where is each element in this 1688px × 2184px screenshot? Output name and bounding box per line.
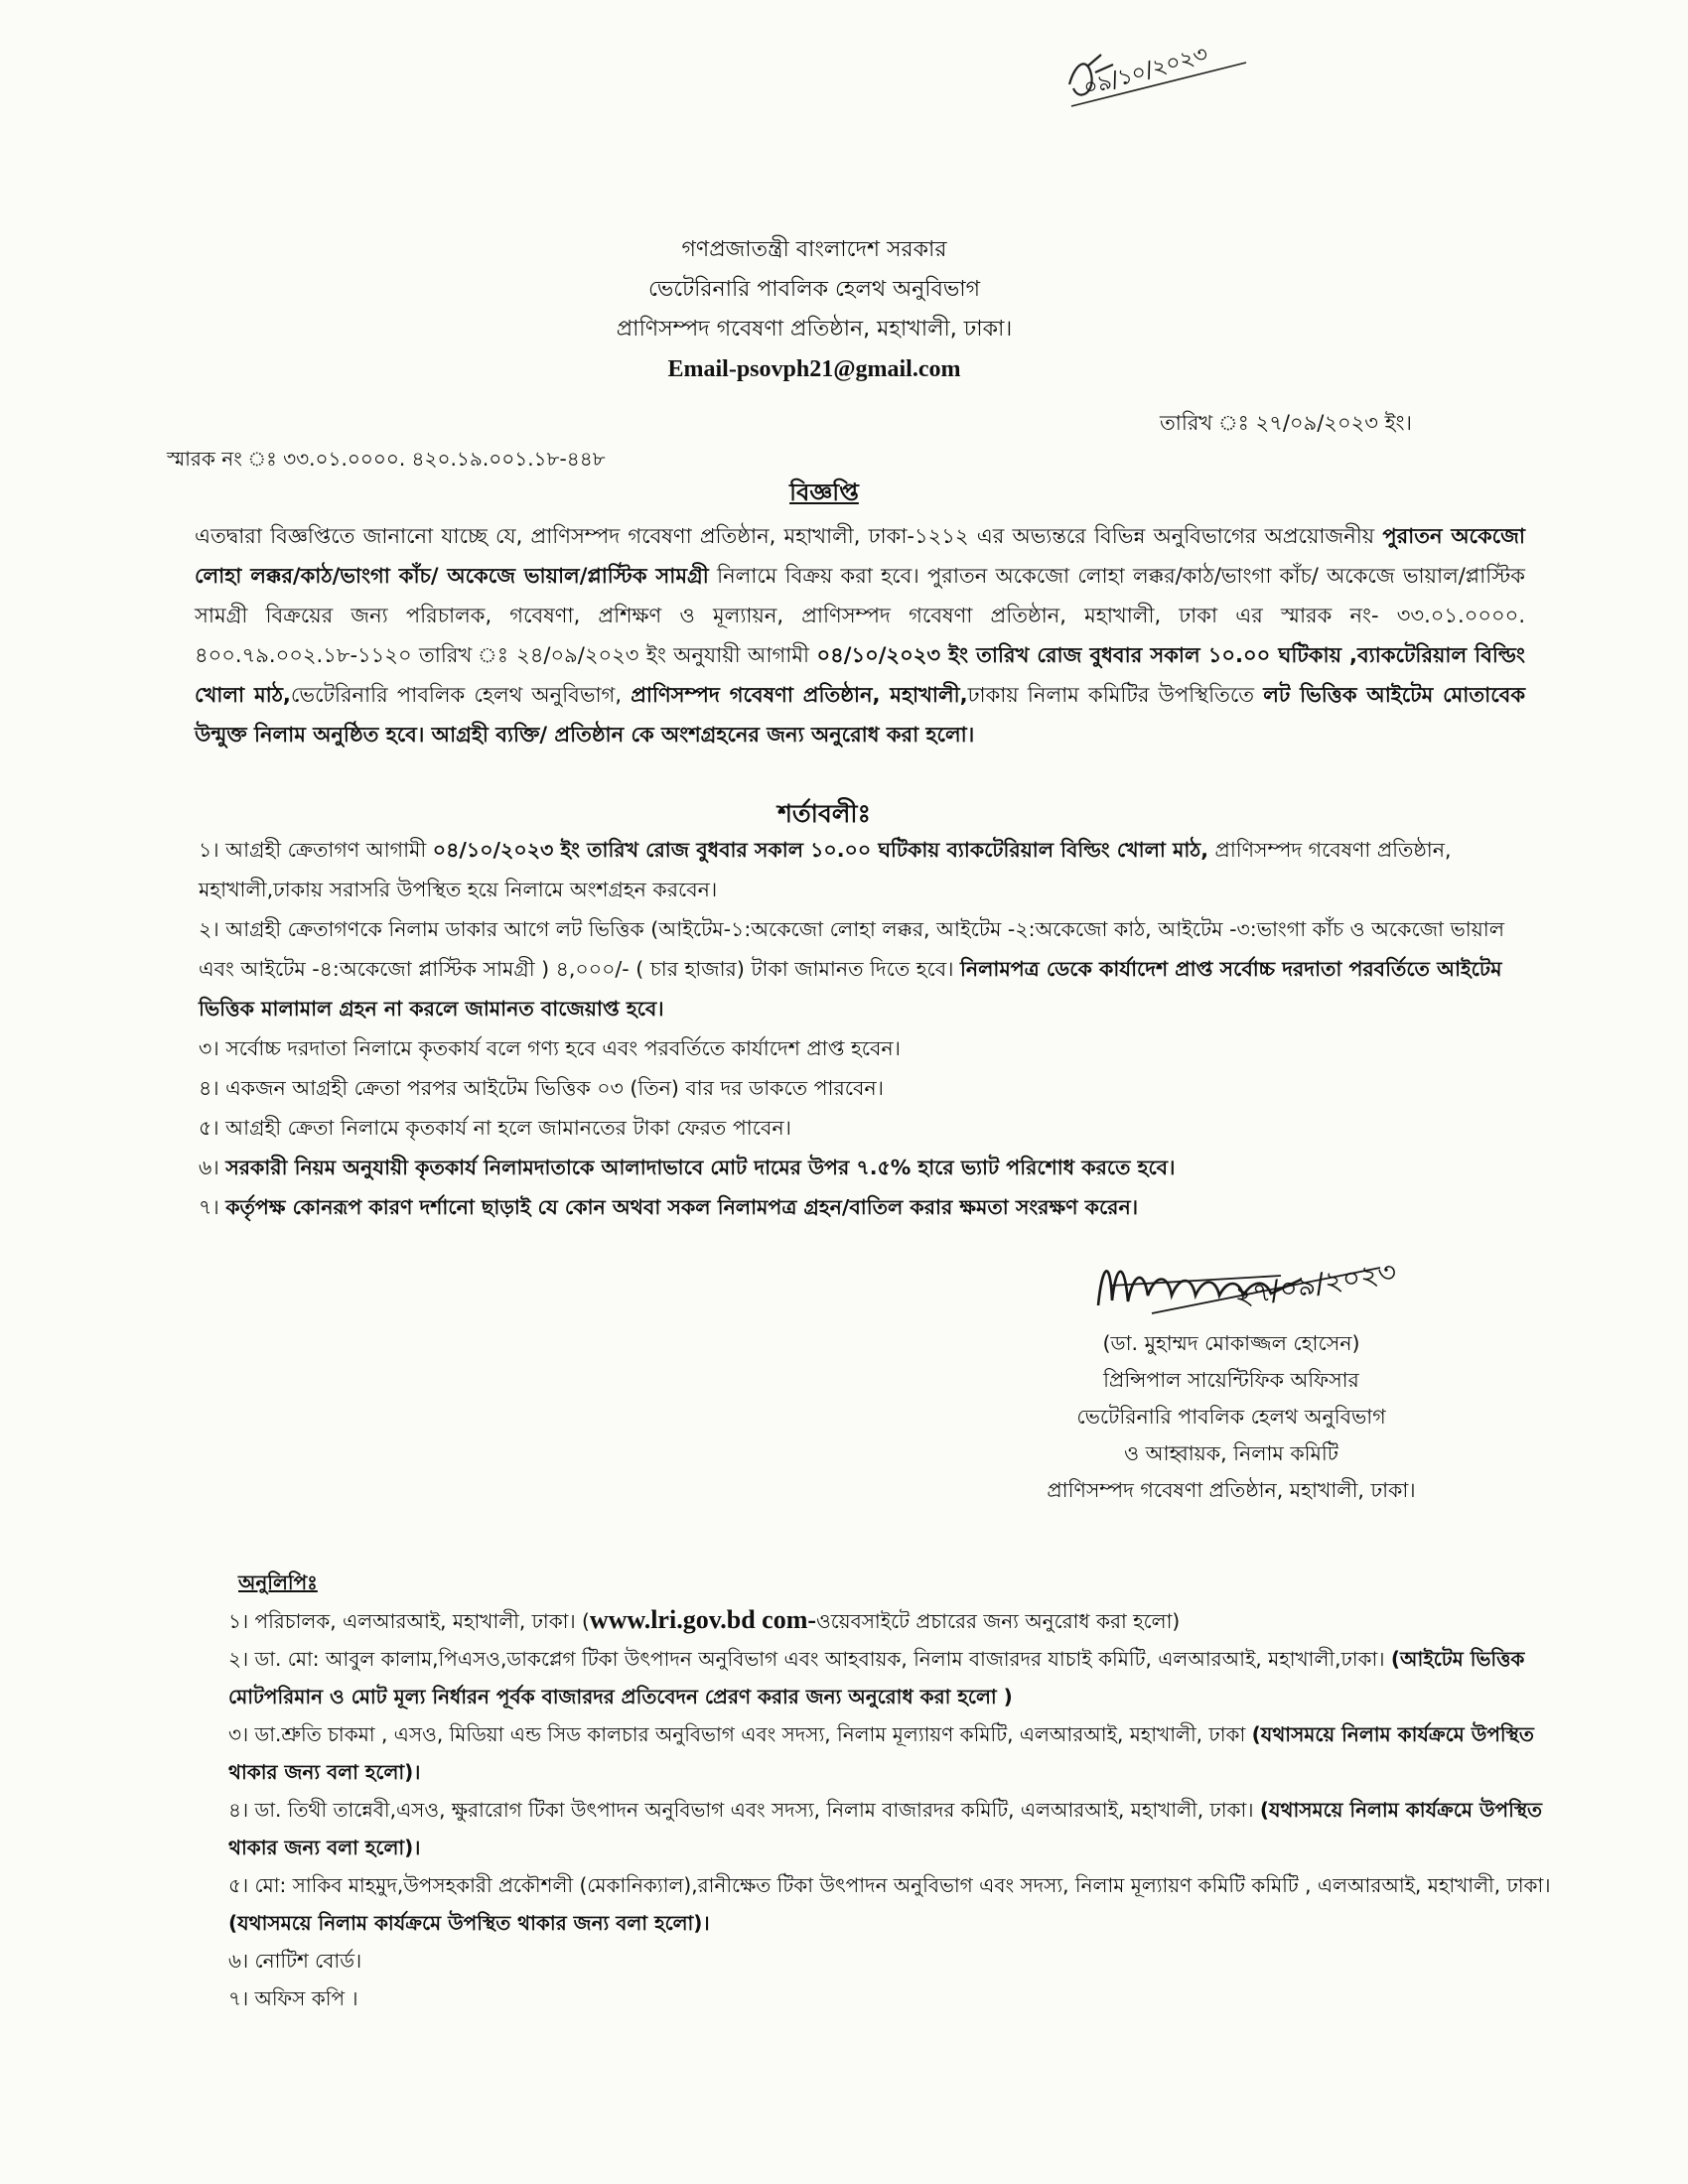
notice-title: বিজ্ঞপ্তি: [789, 478, 859, 506]
condition-text: আগ্রহী ক্রেতাগণকে নিলাম ডাকার আগে লট ভিত্তিক (আইটেম-১:অকেজো লোহা লক্কর, আইটেম -২:অকেজো কাঠ, আইটেম -৩:ভাংগা কাঁচ ও অকেজো ভায়াল এবং আইটেম -৪:অকেজো প্লাস্টিক সামগ্রী ) ৪,০০০/- ( চার হাজার) টাকা জামানত দিতে হবে।: [199, 917, 1505, 981]
copy-text: পরিচালক, এলআরআই, মহাখালী, ঢাকা। (: [254, 1609, 590, 1633]
copy-text: ডা.শ্রুতি চাকমা , এসও, মিডিয়া এন্ড সিড কালচার অনুবিভাগ এবং সদস্য, নিলাম মূল্যায়ণ কমিটি, এলআরআই, মহাখালী, ঢাকা: [254, 1722, 1246, 1746]
copy-text: নোটিশ বোর্ড।: [254, 1949, 362, 1973]
condition-item: [199, 1068, 1519, 1108]
copy-text: ডা. তিথী তান্নেবী,এসও, ক্ষুরারোগ টিকা উৎপাদন অনুবিভাগ এবং সদস্য, নিলাম বাজারদর কমিটি, এলআরআই, মহাখালী, ঢাকা।: [254, 1798, 1254, 1822]
body-items-bold: পুরাতন অকেজো লোহা লক্কর/কাঠ/ভাংগা কাঁচ/ অকেজে ভায়াল/প্লাস্টিক সামগ্রী: [195, 524, 1525, 588]
copy-bold-text: (যথাসময়ে নিলাম কার্যক্রমে উপস্থিত থাকার জন্য বলা হলো)।: [228, 1798, 1543, 1859]
conditions-title: শর্তাবলীঃ: [777, 799, 871, 828]
condition-text: কর্তৃপক্ষ কোনরূপ কারণ দর্শানো ছাড়াই যে কোন অথবা সকল নিলামপত্র গ্রহন/বাতিল করার ক্ষমতা সংরক্ষণ করেন।: [225, 1195, 1139, 1219]
condition-item: [199, 909, 1519, 1028]
condition-text: সর্বোচ্চ দরদাতা নিলামে কৃতকার্য বলে গণ্য হবে এবং পরবর্তিতে কার্যাদেশ প্রাপ্ত হবেন।: [225, 1036, 901, 1060]
body-text-2: নিলামে বিক্রয় করা হবে। পুরাতন অকেজো লোহা লক্কর/কাঠ/ভাংগা কাঁচ/ অকেজে ভায়াল/প্লাস্টিক সামগ্রী বিক্রয়ের জন্য পরিচালক, গবেষণা, প্রশিক্ষণ ও মূল্যায়ন, প্রাণিসম্পদ গবেষণা প্রতিষ্ঠান, মহাখালী, ঢাকা এর স্মারক নং- ৩৩.০১.০০০০. ৪০০.৭৯.০০২.১৮-১১২০ তারিখ ঃ ২৪/০৯/২০২৩ ইং অনুযায়ী আগামী: [195, 564, 1525, 667]
copy-list: [228, 1564, 1559, 2017]
copy-number: ৩।: [228, 1722, 249, 1746]
office-header: [0, 230, 1658, 389]
header-line-1: গণপ্রজাতন্ত্রী বাংলাদেশ সরকার: [681, 237, 947, 262]
signatory-designation: প্রিন্সিপাল সায়েন্টিফিক অফিসার: [1103, 1368, 1359, 1392]
copy-item: [228, 1715, 1559, 1791]
copy-number: ৫।: [228, 1873, 249, 1897]
condition-text-2: প্রাণিসম্পদ গবেষণা প্রতিষ্ঠান, মহাখালী,ঢাকায় সরাসরি উপস্থিত হয়ে নিলামে অংশগ্রহন করবেন।: [199, 838, 1452, 901]
condition-number: ২।: [199, 917, 219, 941]
received-stamp: [1057, 42, 1256, 124]
condition-item: [199, 1148, 1519, 1187]
condition-item: [199, 1108, 1519, 1148]
copy-item: [228, 1866, 1559, 1942]
header-line-2: ভেটেরিনারি পাবলিক হেলথ অনুবিভাগ: [647, 277, 981, 302]
copy-bold-text: (যথাসময়ে নিলাম কার্যক্রমে উপস্থিত থাকার জন্য বলা হলো)।: [228, 1722, 1534, 1784]
copy-text: মো: সাকিব মাহমুদ,উপসহকারী প্রকৌশলী (মেকানিক্যাল),রানীক্ষেত টিকা উৎপাদন অনুবিভাগ এবং সদস্য, নিলাম মূল্যায়ণ কমিটি কমিটি , এলআরআই, মহাখালী, ঢাকা।: [254, 1873, 1551, 1897]
notice-body: [195, 516, 1525, 754]
condition-number: ৭।: [199, 1195, 219, 1219]
signature-block: [993, 1325, 1470, 1509]
condition-number: ৩।: [199, 1036, 219, 1060]
condition-text: আগ্রহী ক্রেতা নিলামে কৃতকার্য না হলে জামানতের টাকা ফেরত পাবেন।: [225, 1116, 791, 1140]
copy-item: [228, 1601, 1559, 1640]
condition-text: সরকারী নিয়ম অনুযায়ী কৃতকার্য নিলামদাতাকে আলাদাভাবে মোট দামের উপর ৭.৫% হারে ভ্যাট পরিশোধ করতে হবে।: [225, 1156, 1176, 1179]
copy-title: অনুলিপিঃ: [238, 1570, 318, 1594]
copy-number: ১।: [228, 1609, 249, 1633]
copy-number: ৬।: [228, 1949, 249, 1973]
body-institute-bold: প্রাণিসম্পদ গবেষণা প্রতিষ্ঠান, মহাখালী,: [631, 683, 968, 707]
condition-number: ৫।: [199, 1116, 219, 1140]
copy-text: অফিস কপি ।: [254, 1986, 358, 2010]
copy-item: [228, 1640, 1559, 1715]
body-schedule-bold: ০৪/১০/২০২৩ ইং তারিখ রোজ বুধবার সকাল ১০.০০ ঘটিকায় ,ব্যাকটেরিয়াল বিল্ডিং খোলা মাঠ,: [195, 643, 1525, 707]
copy-number: ৭।: [228, 1986, 249, 2010]
copy-number: ৪।: [228, 1798, 249, 1822]
condition-item: [199, 1028, 1519, 1068]
copy-number: ২।: [228, 1647, 249, 1671]
condition-bold-text: ০৪/১০/২০২৩ ইং তারিখ রোজ বুধবার সকাল ১০.০০ ঘটিকায় ব্যাকটেরিয়াল বিল্ডিং খোলা মাঠ,: [432, 838, 1209, 862]
copy-item: [228, 1791, 1559, 1866]
notice-date: তারিখ ঃ ২৭/০৯/২০২৩ ইং।: [1160, 411, 1413, 435]
body-text-3: ভেটেরিনারি পাবলিক হেলথ অনুবিভাগ,: [290, 683, 622, 707]
signature-date: ২৭/০৯/২০২৩: [1231, 1255, 1399, 1313]
copy-text: ডা. মো: আবুল কালাম,পিএসও,ডাকপ্লেগ টিকা উৎপাদন অনুবিভাগ এবং আহবায়ক, নিলাম বাজারদর যাচাই কমিটি, এলআরআই, মহাখালী,ঢাকা।: [254, 1647, 1385, 1671]
copy-text-2: ওয়েবসাইটে প্রচারের জন্য অনুরোধ করা হলো): [816, 1609, 1181, 1633]
condition-item: [199, 1187, 1519, 1227]
conditions-list: [199, 830, 1519, 1227]
condition-number: ১।: [199, 838, 219, 862]
condition-bold-text: নিলামপত্র ডেকে কার্যাদেশ প্রাপ্ত সর্বোচ্চ দরদাতা পরবর্তিতে আইটেম ভিত্তিক মালামাল গ্রহন না করলে জামানত বাজেয়াপ্ত হবে।: [199, 957, 1502, 1021]
signatory-section: ভেটেরিনারি পাবলিক হেলথ অনুবিভাগ: [1076, 1405, 1386, 1429]
condition-text: আগ্রহী ক্রেতাগণ আগামী: [225, 838, 427, 862]
body-text-4: ঢাকায় নিলাম কমিটির উপস্থিতিতে: [967, 683, 1255, 707]
signatory-role: ও আহ্বায়ক, নিলাম কমিটি: [1124, 1441, 1338, 1465]
memo-number: স্মারক নং ঃ ৩৩.০১.০০০০. ৪২০.১৯.০০১.১৮-৪৪৮: [167, 447, 606, 471]
signature-scribble: [1082, 1246, 1410, 1335]
copy-item: [228, 1942, 1559, 1979]
condition-text: একজন আগ্রহী ক্রেতা পরপর আইটেম ভিত্তিক ০৩ (তিন) বার দর ডাকতে পারবেন।: [225, 1076, 884, 1100]
copy-bold-text: (আইটেম ভিত্তিক মোটপরিমান ও মোট মূল্য নির্ধারন পূর্বক বাজারদর প্রতিবেদন প্রেরণ করার জন্য অনুরোধ করা হলো ): [228, 1647, 1525, 1708]
signatory-name: (ডা. মুহাম্মদ মোকাজ্জল হোসেন): [1102, 1331, 1360, 1355]
header-email: Email-psovph21@gmail.com: [667, 356, 961, 382]
stamp-date: ০৯/১০/২০২৩: [1080, 42, 1211, 101]
condition-item: [199, 830, 1519, 909]
copy-item: [228, 1979, 1559, 2017]
header-line-3: প্রাণিসম্পদ গবেষণা প্রতিষ্ঠান, মহাখালী, ঢাকা।: [616, 317, 1013, 341]
signatory-institute: প্রাণিসম্পদ গবেষণা প্রতিষ্ঠান, মহাখালী, ঢাকা।: [1047, 1478, 1416, 1502]
condition-number: ৬।: [199, 1156, 219, 1179]
body-text-1: এতদ্বারা বিজ্ঞপ্তিতে জানানো যাচ্ছে যে, প্রাণিসম্পদ গবেষণা প্রতিষ্ঠান, মহাখালী, ঢাকা-১২১২ এর অভ্যন্তরে বিভিন্ন অনুবিভাগের অপ্রয়োজনীয়: [195, 524, 1375, 548]
copy-bold-text: (যথাসময়ে নিলাম কার্যক্রমে উপস্থিত থাকার জন্য বলা হলো)।: [228, 1911, 710, 1935]
condition-number: ৪।: [199, 1076, 219, 1100]
website-link: www.lri.gov.bd com-: [589, 1605, 817, 1634]
body-closing-bold: লট ভিত্তিক আইটেম মোতাবেক উন্মুক্ত নিলাম অনুষ্ঠিত হবে। আগ্রহী ব্যক্তি/ প্রতিষ্ঠান কে অংশগ্রহনের জন্য অনুরোধ করা হলো।: [195, 683, 1526, 747]
